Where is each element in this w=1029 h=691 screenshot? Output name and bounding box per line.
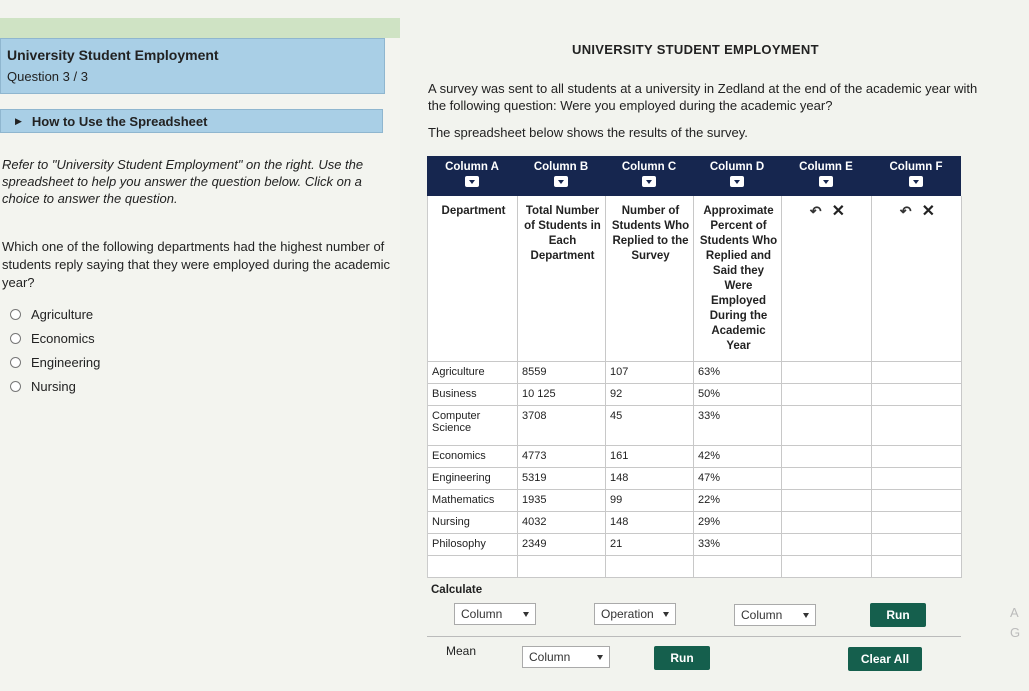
howto-toggle[interactable] bbox=[0, 109, 383, 133]
table-cell: Business bbox=[428, 384, 518, 406]
dropdown-icon[interactable] bbox=[554, 176, 568, 187]
table-cell: Engineering bbox=[428, 468, 518, 490]
dropdown-icon[interactable] bbox=[819, 176, 833, 187]
empty-cell bbox=[782, 512, 872, 534]
howto-label: How to Use the Spreadsheet bbox=[31, 113, 208, 129]
mean-column-select[interactable] bbox=[522, 646, 610, 668]
calc-column-select[interactable] bbox=[454, 603, 536, 625]
choice-label: Agriculture bbox=[31, 306, 94, 322]
close-icon[interactable]: ✕ bbox=[831, 203, 846, 220]
empty-cell bbox=[872, 534, 962, 556]
clear-all-button[interactable]: Clear All bbox=[848, 647, 922, 671]
dropdown-icon[interactable] bbox=[909, 176, 923, 187]
table-cell: 99 bbox=[606, 490, 694, 512]
table-cell: 42% bbox=[694, 446, 782, 468]
table-cell: Nursing bbox=[428, 512, 518, 534]
undo-icon[interactable]: ↶ bbox=[899, 203, 912, 219]
empty-cell bbox=[872, 406, 962, 446]
column-d-header[interactable]: Column D bbox=[693, 156, 781, 196]
table-cell: 10 125 bbox=[518, 384, 606, 406]
empty-cell bbox=[606, 556, 694, 578]
table-cell: Computer Science bbox=[428, 406, 518, 446]
table-cell: 92 bbox=[606, 384, 694, 406]
empty-cell bbox=[782, 362, 872, 384]
table-cell: 47% bbox=[694, 468, 782, 490]
empty-cell bbox=[872, 384, 962, 406]
divider bbox=[427, 636, 961, 637]
table-cell: 161 bbox=[606, 446, 694, 468]
column-f-controls bbox=[872, 196, 962, 362]
empty-cell bbox=[872, 512, 962, 534]
expand-arrow-icon: ▶ bbox=[15, 115, 22, 126]
chevron-down-icon bbox=[597, 655, 603, 660]
column-f-header[interactable]: Column F bbox=[871, 156, 961, 196]
empty-cell bbox=[782, 468, 872, 490]
column-e-header[interactable]: Column E bbox=[781, 156, 871, 196]
empty-cell bbox=[428, 556, 518, 578]
spreadsheet-intro: The spreadsheet below shows the results of the survey. bbox=[428, 125, 748, 140]
empty-cell bbox=[872, 362, 962, 384]
empty-cell bbox=[782, 384, 872, 406]
empty-cell bbox=[872, 490, 962, 512]
table-cell: 3708 bbox=[518, 406, 606, 446]
chevron-down-icon bbox=[523, 612, 529, 617]
choice-agriculture[interactable] bbox=[10, 302, 100, 326]
header-total-students: Total Number of Students in Each Department bbox=[518, 196, 606, 362]
table-cell: Mathematics bbox=[428, 490, 518, 512]
choice-label: Nursing bbox=[31, 378, 76, 394]
column-b-header[interactable]: Column B bbox=[517, 156, 605, 196]
calc-column2-select[interactable] bbox=[734, 604, 816, 626]
empty-cell bbox=[782, 556, 872, 578]
right-panel bbox=[400, 0, 1029, 691]
header-percent-employed: Approximate Percent of Students Who Replied and Said they Were Employed During the Academic Year bbox=[694, 196, 782, 362]
table-cell: 63% bbox=[694, 362, 782, 384]
mean-label: Mean bbox=[446, 644, 477, 658]
header-replied: Number of Students Who Replied to the Survey bbox=[606, 196, 694, 362]
choice-economics[interactable] bbox=[10, 326, 100, 350]
choice-engineering[interactable] bbox=[10, 350, 100, 374]
table-cell: 50% bbox=[694, 384, 782, 406]
radio-icon bbox=[10, 381, 21, 392]
table-cell: 8559 bbox=[518, 362, 606, 384]
empty-cell bbox=[694, 556, 782, 578]
column-header-row bbox=[427, 156, 961, 196]
left-panel bbox=[0, 18, 400, 691]
chevron-down-icon bbox=[803, 613, 809, 618]
faded-text: A bbox=[1010, 605, 1019, 620]
empty-cell bbox=[872, 468, 962, 490]
spreadsheet bbox=[427, 156, 961, 596]
header-department: Department bbox=[428, 196, 518, 362]
quiz-title: University Student Employment bbox=[7, 47, 219, 63]
table-cell: 21 bbox=[606, 534, 694, 556]
empty-cell bbox=[872, 556, 962, 578]
spreadsheet-body bbox=[427, 196, 961, 578]
run-mean-button[interactable]: Run bbox=[654, 646, 710, 670]
question-counter: Question 3 / 3 bbox=[7, 69, 88, 84]
table-cell: 2349 bbox=[518, 534, 606, 556]
dropdown-icon[interactable] bbox=[642, 176, 656, 187]
table-cell: 148 bbox=[606, 512, 694, 534]
radio-icon bbox=[10, 333, 21, 344]
table-cell: Economics bbox=[428, 446, 518, 468]
table-cell: Philosophy bbox=[428, 534, 518, 556]
column-a-header[interactable]: Column A bbox=[427, 156, 517, 196]
operation-select[interactable] bbox=[594, 603, 676, 625]
select-value: Operation bbox=[601, 607, 654, 621]
choice-nursing[interactable] bbox=[10, 374, 100, 398]
table-cell: 33% bbox=[694, 534, 782, 556]
choice-label: Economics bbox=[31, 330, 95, 346]
select-value: Column bbox=[461, 607, 503, 621]
close-icon[interactable]: ✕ bbox=[921, 203, 936, 220]
column-e-controls bbox=[782, 196, 872, 362]
calculate-label: Calculate bbox=[431, 584, 483, 596]
empty-cell bbox=[872, 446, 962, 468]
select-value: Column bbox=[741, 608, 783, 622]
table-cell: 45 bbox=[606, 406, 694, 446]
table-cell: Agriculture bbox=[428, 362, 518, 384]
page-title: UNIVERSITY STUDENT EMPLOYMENT bbox=[572, 42, 819, 57]
question-header bbox=[0, 38, 385, 94]
instructions: Refer to "University Student Employment" on the right. Use the spreadsheet to help you answer the question below. Click on a choice to answer the question. bbox=[2, 157, 364, 206]
undo-icon[interactable]: ↶ bbox=[809, 203, 822, 219]
radio-icon bbox=[10, 309, 21, 320]
select-value: Column bbox=[529, 650, 571, 664]
table-cell: 4032 bbox=[518, 512, 606, 534]
table-cell: 5319 bbox=[518, 468, 606, 490]
dropdown-icon[interactable] bbox=[465, 176, 479, 187]
top-strip bbox=[0, 18, 400, 38]
radio-icon bbox=[10, 357, 21, 368]
table-cell: 33% bbox=[694, 406, 782, 446]
table-cell: 4773 bbox=[518, 446, 606, 468]
empty-cell bbox=[782, 534, 872, 556]
answer-choices bbox=[10, 302, 100, 398]
table-cell: 22% bbox=[694, 490, 782, 512]
empty-cell bbox=[782, 490, 872, 512]
survey-description: A survey was sent to all students at a university in Zedland at the end of the academic year with the following question: Were you employed during the academic year? bbox=[428, 81, 978, 113]
table-cell: 107 bbox=[606, 362, 694, 384]
run-button[interactable]: Run bbox=[870, 603, 926, 627]
empty-cell bbox=[782, 446, 872, 468]
empty-cell bbox=[518, 556, 606, 578]
table-cell: 29% bbox=[694, 512, 782, 534]
table-cell: 148 bbox=[606, 468, 694, 490]
table-cell: 1935 bbox=[518, 490, 606, 512]
column-c-header[interactable]: Column C bbox=[605, 156, 693, 196]
empty-cell bbox=[782, 406, 872, 446]
choice-label: Engineering bbox=[31, 354, 101, 370]
chevron-down-icon bbox=[663, 612, 669, 617]
question-text: Which one of the following departments had the highest number of students reply saying that they were employed during the academic year? bbox=[2, 239, 391, 290]
dropdown-icon[interactable] bbox=[730, 176, 744, 187]
faded-text: G bbox=[1010, 625, 1021, 640]
